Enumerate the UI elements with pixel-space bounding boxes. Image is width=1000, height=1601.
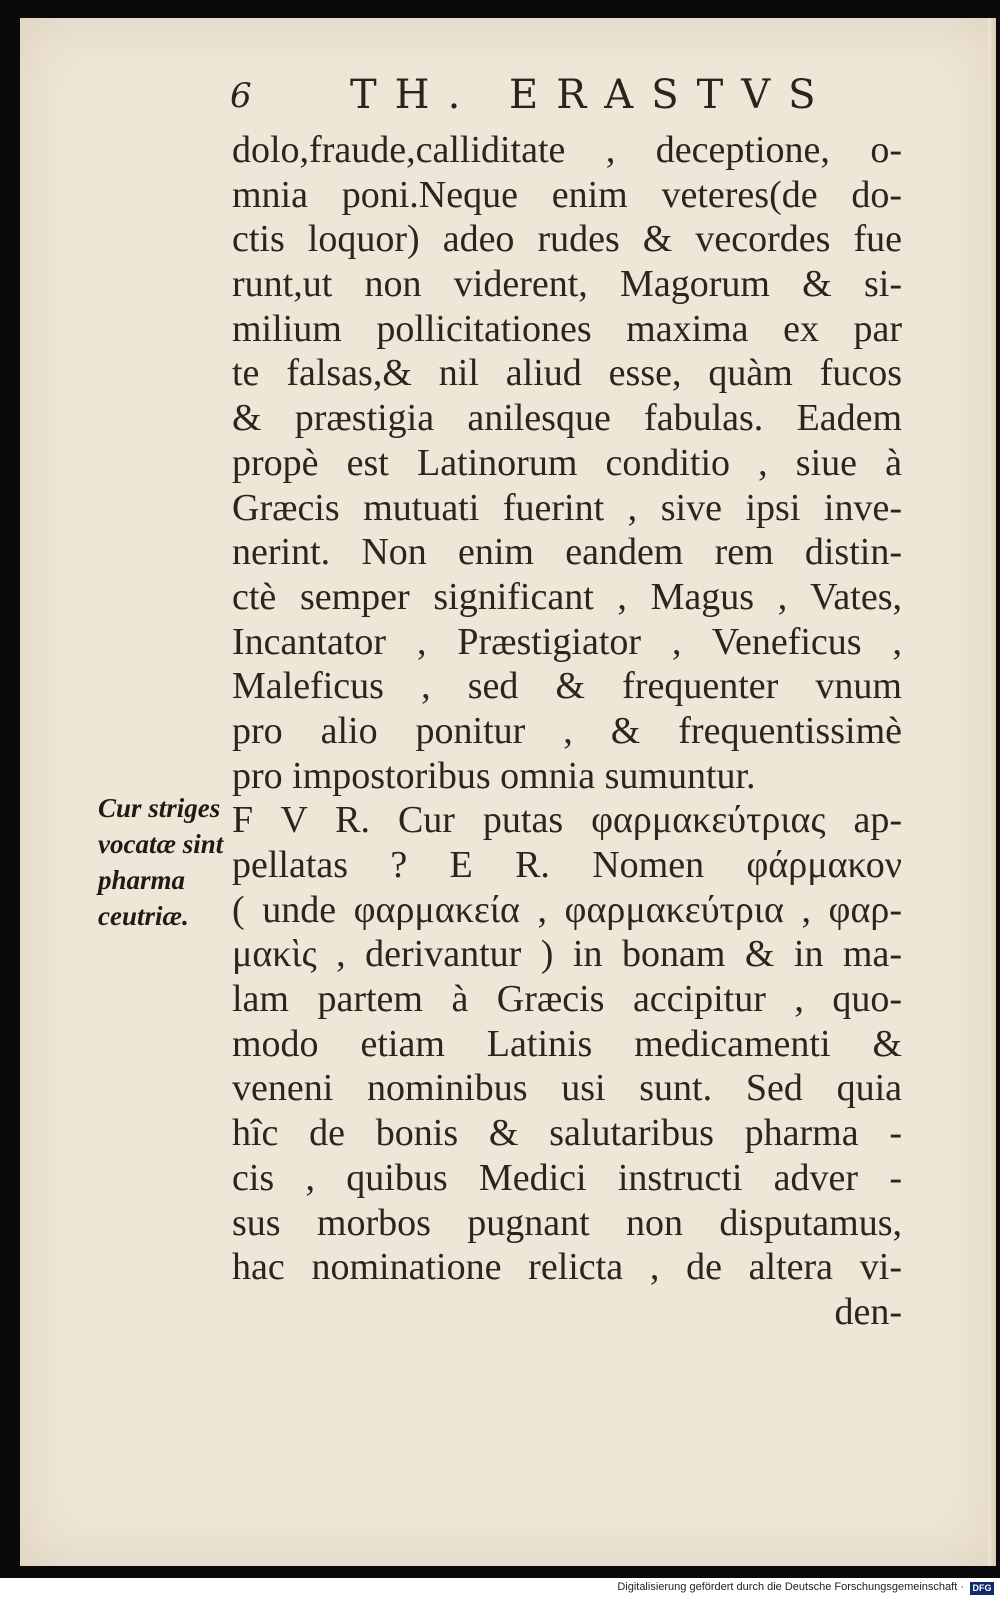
marginal-note-line: vocatæ sint bbox=[98, 829, 224, 859]
text-line: lam partem à Græcis accipitur , quo- bbox=[232, 978, 902, 1021]
page-header bbox=[230, 72, 834, 128]
text-line: te falsas,& nil aliud esse, quàm fucos bbox=[232, 352, 902, 395]
text-line: hac nominatione relicta , de altera vi- bbox=[232, 1246, 902, 1289]
text-line: & præstigia anilesque fabulas. Eadem bbox=[232, 397, 902, 440]
marginal-note-line: pharma bbox=[98, 865, 186, 895]
text-line: ( unde φαρμακεία , φαρμακεύτρια , φαρ- bbox=[232, 888, 902, 931]
body-text bbox=[232, 128, 902, 1335]
text-line: hîc de bonis & salutaribus pharma - bbox=[232, 1112, 902, 1155]
text-line: pellatas ? E R. Nomen φάρμακον bbox=[232, 844, 902, 886]
funding-credit: Digitalisierung gefördert durch die Deutsche Forschungsgemeinschaft · bbox=[617, 1581, 964, 1593]
page-number: 6 bbox=[230, 76, 252, 116]
text-line: nerint. Non enim eandem rem distin- bbox=[232, 531, 902, 574]
text-line: Græcis mutuati fuerint , sive ipsi inve- bbox=[232, 486, 902, 529]
text-line: F V R. Cur putas φαρμακεύτριας ap- bbox=[232, 799, 902, 842]
text-line: modo etiam Latinis medicamenti & bbox=[232, 1022, 902, 1065]
text-line: ctis loquor) adeo rudes & vecordes fue bbox=[232, 218, 902, 261]
dfg-logo: DFG bbox=[970, 1582, 994, 1595]
text-line: milium pollicitationes maxima ex par bbox=[232, 307, 902, 350]
text-line: Incantator , Præstigiator , Veneficus , bbox=[232, 620, 902, 663]
text-line: propè est Latinorum conditio , siue à bbox=[232, 441, 902, 484]
text-line: Maleficus , sed & frequenter vnum bbox=[232, 665, 902, 708]
footer-bar bbox=[0, 1578, 1000, 1601]
running-title: TH. ERASTVS bbox=[350, 72, 834, 118]
text-line: ctè semper significant , Magus , Vates, bbox=[232, 575, 902, 618]
text-line: μακὶς , derivantur ) in bonam & in ma- bbox=[232, 933, 902, 976]
text-line: pro alio ponitur , & frequentissimè bbox=[232, 709, 902, 752]
text-line: mnia poni.Neque enim veteres(de do- bbox=[232, 173, 902, 216]
text-line: sus morbos pugnant non disputamus, bbox=[232, 1201, 902, 1244]
catchword: den- bbox=[834, 1290, 902, 1333]
text-line: dolo,fraude,calliditate , deceptione, o- bbox=[232, 129, 902, 171]
marginal-note-line: Cur striges bbox=[98, 793, 221, 823]
text-line: runt,ut non viderent, Magorum & si- bbox=[232, 263, 902, 306]
marginal-note-line: ceutriæ. bbox=[98, 901, 189, 931]
marginal-note bbox=[98, 790, 238, 934]
text-line: veneni nominibus usi sunt. Sed quia bbox=[232, 1067, 902, 1110]
text-line: cis , quibus Medici instructi adver - bbox=[232, 1156, 902, 1199]
text-line: pro impostoribus omnia sumuntur. bbox=[232, 754, 756, 797]
page-edge bbox=[988, 18, 996, 1566]
